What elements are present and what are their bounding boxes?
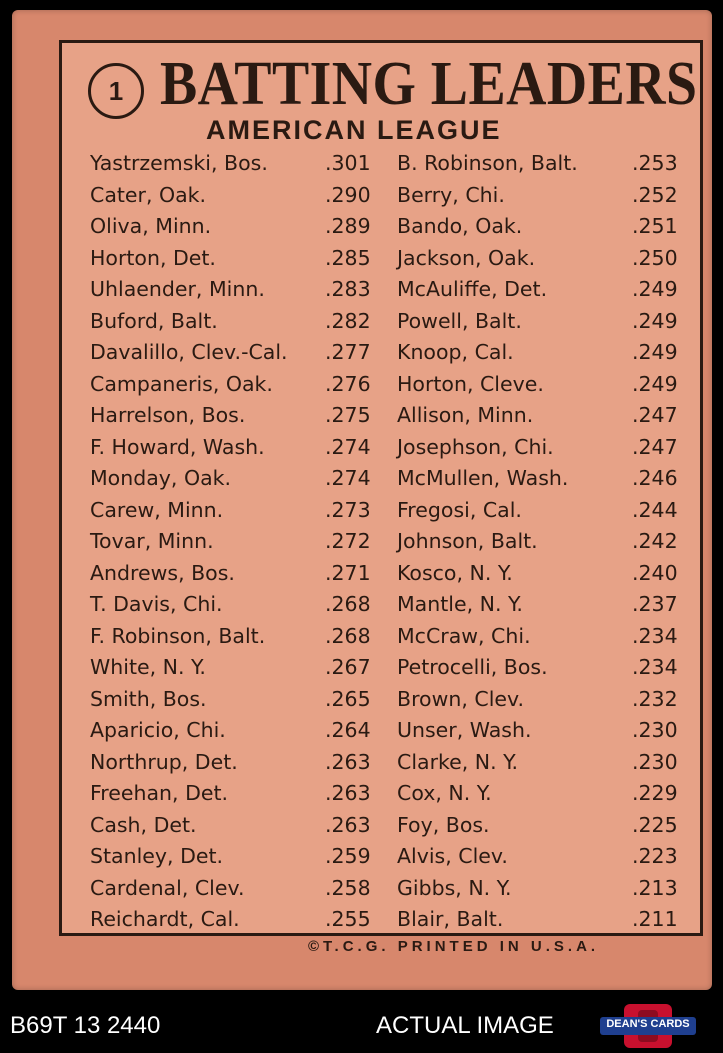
batting-average: .263 xyxy=(325,812,371,837)
batting-average: .258 xyxy=(325,875,371,900)
batting-average: .225 xyxy=(632,812,678,837)
player-name: McCraw, Chi. xyxy=(397,623,531,648)
leader-row xyxy=(397,779,687,811)
player-name: Bando, Oak. xyxy=(397,214,523,238)
player-name: Cardenal, Clev. xyxy=(90,875,245,900)
batting-average: .250 xyxy=(632,245,678,270)
leader-row xyxy=(90,811,380,843)
leader-row xyxy=(90,716,380,748)
copyright-line: ©T.C.G. PRINTED IN U.S.A. xyxy=(308,938,600,955)
player-name: Campaneris, Oak. xyxy=(90,371,273,396)
leader-row xyxy=(90,842,380,874)
leader-row xyxy=(90,653,380,685)
leader-row xyxy=(397,748,687,780)
leader-row xyxy=(90,181,380,213)
leader-row xyxy=(397,244,687,276)
batting-average: .290 xyxy=(325,182,371,207)
batting-average: .274 xyxy=(325,434,371,459)
leader-row xyxy=(90,559,380,591)
card-number: 1 xyxy=(108,75,124,106)
player-name: Yastrzemski, Bos. xyxy=(90,151,268,175)
batting-average: .267 xyxy=(325,655,371,679)
leader-row xyxy=(397,275,687,307)
leader-row xyxy=(397,559,687,591)
leader-row xyxy=(90,905,380,937)
batting-average: .273 xyxy=(325,497,371,522)
card-number-badge xyxy=(88,63,144,119)
batting-average: .264 xyxy=(325,718,371,742)
player-name: Kosco, N. Y. xyxy=(397,560,513,585)
batting-average: .263 xyxy=(325,781,371,805)
player-name: Northrup, Det. xyxy=(90,749,238,774)
leader-row xyxy=(397,905,687,937)
leader-row xyxy=(397,338,687,370)
player-name: Tovar, Minn. xyxy=(90,529,214,553)
leader-row xyxy=(397,401,687,433)
batting-average: .223 xyxy=(632,844,678,868)
player-name: Carew, Minn. xyxy=(90,497,224,522)
player-name: Oliva, Minn. xyxy=(90,214,212,238)
leader-row xyxy=(397,653,687,685)
batting-average: .234 xyxy=(632,655,678,679)
player-name: Clarke, N. Y. xyxy=(397,749,519,774)
batting-average: .263 xyxy=(325,749,371,774)
leader-row xyxy=(397,149,687,181)
leader-row xyxy=(90,338,380,370)
player-name: Fregosi, Cal. xyxy=(397,497,522,522)
batting-average: .211 xyxy=(632,907,678,931)
batting-average: .276 xyxy=(325,371,371,396)
leader-row xyxy=(90,496,380,528)
player-name: Knoop, Cal. xyxy=(397,340,514,364)
batting-average: .259 xyxy=(325,844,371,868)
player-name: Horton, Cleve. xyxy=(397,371,544,396)
leader-row xyxy=(90,149,380,181)
player-name: Andrews, Bos. xyxy=(90,560,235,585)
leader-row xyxy=(397,874,687,906)
player-name: Horton, Det. xyxy=(90,245,216,270)
batting-average: .285 xyxy=(325,245,371,270)
player-name: Stanley, Det. xyxy=(90,844,224,868)
player-name: Petrocelli, Bos. xyxy=(397,655,548,679)
leader-row xyxy=(397,685,687,717)
leader-row xyxy=(397,307,687,339)
batting-average: .272 xyxy=(325,529,371,553)
player-name: Brown, Clev. xyxy=(397,686,525,711)
player-name: McAuliffe, Det. xyxy=(397,277,548,301)
leader-row xyxy=(90,779,380,811)
leader-row xyxy=(90,590,380,622)
player-name: Uhlaender, Minn. xyxy=(90,277,265,301)
player-name: Powell, Balt. xyxy=(397,308,522,333)
batting-average: .268 xyxy=(325,592,371,616)
batting-average: .237 xyxy=(632,592,678,616)
leader-row xyxy=(90,748,380,780)
batting-average: .249 xyxy=(632,308,678,333)
player-name: Cater, Oak. xyxy=(90,182,207,207)
player-name: Reichardt, Cal. xyxy=(90,907,240,931)
player-name: Blair, Balt. xyxy=(397,907,504,931)
batting-average: .232 xyxy=(632,686,678,711)
leader-row xyxy=(397,496,687,528)
player-name: Cox, N. Y. xyxy=(397,781,492,805)
player-name: McMullen, Wash. xyxy=(397,466,569,490)
batting-average: .249 xyxy=(632,371,678,396)
batting-average: .230 xyxy=(632,749,678,774)
player-name: F. Howard, Wash. xyxy=(90,434,265,459)
batting-average: .229 xyxy=(632,781,678,805)
batting-average: .247 xyxy=(632,403,678,427)
leader-row xyxy=(397,716,687,748)
leader-row xyxy=(397,212,687,244)
leader-row xyxy=(90,433,380,465)
leaders-list-right xyxy=(397,149,687,937)
leader-row xyxy=(397,811,687,843)
batting-average: .277 xyxy=(325,340,371,364)
player-name: F. Robinson, Balt. xyxy=(90,623,266,648)
player-name: Smith, Bos. xyxy=(90,686,207,711)
leader-row xyxy=(90,527,380,559)
player-name: Freehan, Det. xyxy=(90,781,229,805)
leader-row xyxy=(90,275,380,307)
player-name: Aparicio, Chi. xyxy=(90,718,226,742)
batting-average: .253 xyxy=(632,151,678,175)
leader-row xyxy=(90,307,380,339)
card-title: BATTING LEADERS xyxy=(160,50,698,118)
leader-row xyxy=(90,212,380,244)
player-name: Jackson, Oak. xyxy=(397,245,536,270)
player-name: B. Robinson, Balt. xyxy=(397,151,578,175)
player-name: Mantle, N. Y. xyxy=(397,592,523,616)
leader-row xyxy=(397,433,687,465)
leader-row xyxy=(90,874,380,906)
leader-row xyxy=(397,622,687,654)
leader-row xyxy=(90,401,380,433)
leader-row xyxy=(397,370,687,402)
batting-average: .247 xyxy=(632,434,678,459)
batting-average: .249 xyxy=(632,340,678,364)
batting-average: .265 xyxy=(325,686,371,711)
batting-average: .230 xyxy=(632,718,678,742)
card-id-label: B69T 13 2440 xyxy=(10,1012,161,1039)
leader-row xyxy=(397,590,687,622)
actual-image-label: ACTUAL IMAGE xyxy=(376,1012,554,1039)
leader-row xyxy=(90,464,380,496)
player-name: Josephson, Chi. xyxy=(397,434,554,459)
batting-average: .251 xyxy=(632,214,678,238)
player-name: Allison, Minn. xyxy=(397,403,534,427)
leader-row xyxy=(90,685,380,717)
leader-row xyxy=(397,527,687,559)
player-name: Unser, Wash. xyxy=(397,718,532,742)
batting-average: .271 xyxy=(325,560,371,585)
player-name: Harrelson, Bos. xyxy=(90,403,246,427)
leaders-panel xyxy=(59,40,703,936)
batting-average: .234 xyxy=(632,623,678,648)
leader-row xyxy=(397,842,687,874)
player-name: Gibbs, N. Y. xyxy=(397,875,512,900)
player-name: Davalillo, Clev.-Cal. xyxy=(90,340,288,364)
deans-cards-logo xyxy=(600,1004,696,1048)
player-name: Johnson, Balt. xyxy=(397,529,538,553)
player-name: Cash, Det. xyxy=(90,812,197,837)
player-name: Alvis, Clev. xyxy=(397,844,508,868)
batting-average: .301 xyxy=(325,151,371,175)
batting-average: .282 xyxy=(325,308,371,333)
batting-average: .249 xyxy=(632,277,678,301)
batting-average: .244 xyxy=(632,497,678,522)
player-name: Berry, Chi. xyxy=(397,182,505,207)
player-name: White, N. Y. xyxy=(90,655,206,679)
batting-average: .252 xyxy=(632,182,678,207)
batting-average: .283 xyxy=(325,277,371,301)
league-subtitle: AMERICAN LEAGUE xyxy=(206,115,502,145)
leader-row xyxy=(90,244,380,276)
batting-average: .246 xyxy=(632,466,678,490)
batting-average: .275 xyxy=(325,403,371,427)
leaders-list-left xyxy=(90,149,380,937)
leader-row xyxy=(397,464,687,496)
trading-card-back xyxy=(12,10,712,990)
player-name: T. Davis, Chi. xyxy=(90,592,223,616)
leader-row xyxy=(90,370,380,402)
batting-average: .268 xyxy=(325,623,371,648)
player-name: Foy, Bos. xyxy=(397,812,490,837)
batting-average: .240 xyxy=(632,560,678,585)
batting-average: .255 xyxy=(325,907,371,931)
batting-average: .213 xyxy=(632,875,678,900)
leader-row xyxy=(90,622,380,654)
batting-average: .289 xyxy=(325,214,371,238)
deans-cards-logo-text: DEAN'S CARDS xyxy=(606,1018,690,1030)
batting-average: .242 xyxy=(632,529,678,553)
player-name: Buford, Balt. xyxy=(90,308,218,333)
batting-average: .274 xyxy=(325,466,371,490)
player-name: Monday, Oak. xyxy=(90,466,232,490)
leader-row xyxy=(397,181,687,213)
